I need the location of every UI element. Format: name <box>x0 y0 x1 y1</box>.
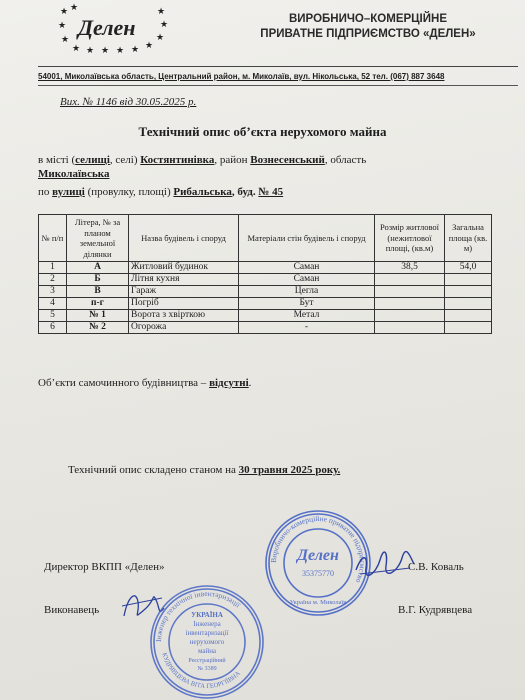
executor-name: В.Г. Кудрявцева <box>398 604 473 616</box>
col-header-letter: Літера, № за планом земельної ділянки <box>67 215 129 262</box>
company-stamp-ring-text: Виробничо-комерційне приватне підприємство <box>268 513 368 585</box>
statement-text: Технічний опис складено станом на <box>68 464 239 476</box>
cell-number: 3 <box>39 286 67 298</box>
header-divider <box>38 66 518 67</box>
svg-text:★: ★ <box>116 45 125 54</box>
location-text: в місті ( <box>38 154 76 166</box>
col-header-name: Назва будівель і споруд <box>129 215 239 262</box>
street-name: Рибальська <box>173 186 232 198</box>
director-name: С.В. Коваль <box>408 561 464 573</box>
table-row <box>39 298 492 310</box>
company-logo <box>56 2 174 54</box>
cell-material: - <box>239 322 375 334</box>
cell-name: Гараж <box>129 286 239 298</box>
cell-name: Ворота з хвірткою <box>129 310 239 322</box>
cell-total-area <box>445 286 492 298</box>
cell-material: Бут <box>239 298 375 310</box>
cell-name: Житловий будинок <box>129 262 239 274</box>
building-number: № 45 <box>258 186 284 198</box>
location-text: (провулку, площі) <box>84 186 174 198</box>
engineer-stamp-name: КУДРЯВЦЕВА ВІТА ГЕОРГІЇВНА <box>160 651 242 691</box>
cell-living-area: 38,5 <box>375 262 445 274</box>
cell-number: 1 <box>39 262 67 274</box>
col-header-living-area: Розмір житлової (нежитлової площі, (кв.м) <box>375 215 445 262</box>
cell-total-area <box>445 310 492 322</box>
svg-text:★: ★ <box>72 43 81 53</box>
svg-text:★: ★ <box>70 2 79 12</box>
company-stamp-city: Україна м. Миколаїв <box>289 599 347 606</box>
col-header-number: № п/п <box>39 215 67 262</box>
cell-name: Огорожа <box>129 322 239 334</box>
cell-total-area: 54,0 <box>445 262 492 274</box>
settlement-name: Костянтинівка <box>140 154 215 166</box>
cell-letter: В <box>67 286 129 298</box>
engineer-stamp-line: Інженера <box>193 620 221 628</box>
as-of-statement <box>68 464 340 476</box>
svg-text:★: ★ <box>131 44 140 54</box>
table-row <box>39 322 492 334</box>
cell-number: 4 <box>39 298 67 310</box>
svg-text:★: ★ <box>58 20 67 30</box>
table-header-row <box>39 215 492 262</box>
engineer-stamp-country: УКРАЇНА <box>191 611 223 619</box>
cell-letter: п-г <box>67 298 129 310</box>
logo-text: Делен <box>78 15 136 40</box>
company-line-2: ПРИВАТНЕ ПІДПРИЄМСТВО «ДЕЛЕН» <box>260 28 476 40</box>
unauthorized-status: відсутні <box>209 377 249 389</box>
location-text: по <box>38 186 53 198</box>
unauthorized-construction-note <box>38 377 251 389</box>
cell-material: Метал <box>239 310 375 322</box>
svg-text:★: ★ <box>86 45 95 54</box>
cell-material: Саман <box>239 274 375 286</box>
cell-total-area <box>445 322 492 334</box>
table-row <box>39 286 492 298</box>
cell-living-area <box>375 310 445 322</box>
engineer-stamp-line: майна <box>197 647 217 655</box>
cell-living-area <box>375 322 445 334</box>
cell-number: 6 <box>39 322 67 334</box>
svg-text:★: ★ <box>60 6 69 16</box>
oblast-name: Миколаївська <box>38 168 110 180</box>
location-line-3 <box>38 186 283 198</box>
cell-letter: № 2 <box>67 322 129 334</box>
outgoing-reference: Вих. № 1146 від 30.05.2025 р. <box>60 96 197 108</box>
cell-total-area <box>445 274 492 286</box>
cell-letter: Б <box>67 274 129 286</box>
table-row <box>39 310 492 322</box>
district-name: Вознесенський <box>250 154 325 166</box>
svg-text:★: ★ <box>101 45 110 54</box>
engineer-stamp-line: Реєстраційний <box>188 658 226 664</box>
col-header-total-area: Загальна площа (кв. м) <box>445 215 492 262</box>
location-text: , буд. <box>231 186 259 198</box>
company-name <box>218 12 518 42</box>
cell-name: Погріб <box>129 298 239 310</box>
cell-material: Саман <box>239 262 375 274</box>
cell-living-area <box>375 274 445 286</box>
svg-text:★: ★ <box>145 40 154 50</box>
cell-living-area <box>375 298 445 310</box>
address-divider <box>38 85 518 86</box>
cell-letter: № 1 <box>67 310 129 322</box>
cell-name: Літня кухня <box>129 274 239 286</box>
statement-date: 30 травня 2025 року. <box>238 464 341 476</box>
street-type: вулиці <box>52 186 85 198</box>
table-row <box>39 274 492 286</box>
engineer-stamp-reg-number: № 3389 <box>197 666 217 672</box>
svg-text:★: ★ <box>61 34 70 44</box>
location-line-2 <box>38 168 109 180</box>
company-stamp-code: 35375770 <box>302 569 334 578</box>
director-label: Директор ВКПП «Делен» <box>44 561 165 573</box>
location-text: , селі) <box>109 154 141 166</box>
settlement-type: селищі <box>75 154 110 166</box>
document-title: Технічний опис об’єкта нерухомого майна <box>138 124 387 139</box>
table-row <box>39 262 492 274</box>
engineer-stamp-line: інвентаризації <box>185 629 229 637</box>
company-address: 54001, Миколаївська область, Центральний район, м. Миколаїв, вул. Нікольська, 52 тел. (067) 887 3648 <box>38 72 445 81</box>
location-line-1 <box>38 154 366 166</box>
executor-label: Виконавець <box>44 604 100 616</box>
cell-total-area <box>445 298 492 310</box>
location-text: , область <box>324 154 367 166</box>
company-line-1: ВИРОБНИЧО–КОМЕРЦІЙНЕ <box>288 13 447 25</box>
engineer-stamp-line: нерухомого <box>189 638 225 646</box>
location-text: , район <box>214 154 251 166</box>
col-header-material: Матеріали стін будівель і споруд <box>239 215 375 262</box>
note-text: Об’єкти самочинного будівництва – <box>38 377 210 389</box>
cell-material: Цегла <box>239 286 375 298</box>
engineer-stamp <box>146 584 268 700</box>
property-objects-table <box>38 214 492 334</box>
svg-text:★: ★ <box>157 6 166 16</box>
cell-number: 2 <box>39 274 67 286</box>
engineer-stamp-ring-text: Інженер технічної інвентаризації <box>153 588 243 643</box>
company-stamp-center: Делен <box>297 547 339 564</box>
svg-text:★: ★ <box>160 19 169 29</box>
director-signature <box>352 548 416 580</box>
svg-text:★: ★ <box>156 32 165 42</box>
cell-number: 5 <box>39 310 67 322</box>
note-text: . <box>248 377 252 389</box>
cell-living-area <box>375 286 445 298</box>
cell-letter: А <box>67 262 129 274</box>
